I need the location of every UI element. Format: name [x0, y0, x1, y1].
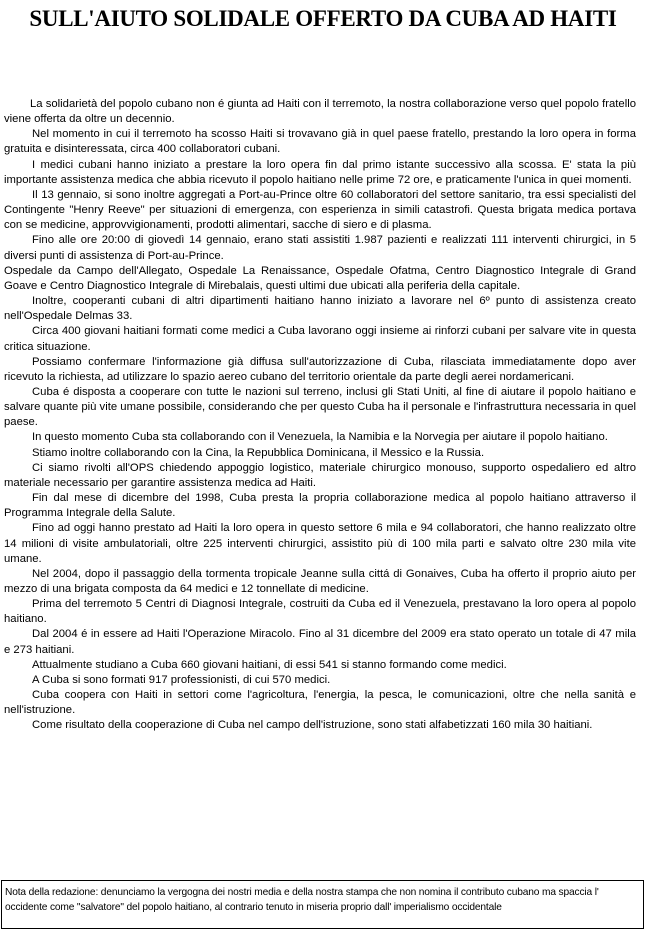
paragraph: I medici cubani hanno iniziato a prestare la loro opera fin dal primo istante successivo alla scossa. E' stata la più importante assistenza medica che abbia ricevuto il popolo haitiano nelle prime 72 ore, e praticamente l'unica in quei momenti.: [4, 158, 636, 186]
paragraph: Stiamo inoltre collaborando con la Cina, la Repubblica Dominicana, il Messico e la Russia.: [32, 446, 485, 459]
paragraph: Prima del terremoto 5 Centri di Diagnosi Integrale, costruiti da Cuba ed il Venezuela, prestavano la loro opera al popolo haitiano.: [4, 598, 636, 626]
paragraph: Nel momento in cui il terremoto ha scosso Haiti si trovavano già in quel paese fratello, prestando la loro opera in forma gratuita e disinteressata, circa 400 collaboratori cubani.: [4, 128, 636, 156]
paragraph: Possiamo confermare l'informazione già diffusa sull'autorizzazione di Cuba, rilasciata immediatamente dopo aver ricevuto la richiesta, ad utilizzare lo spazio aereo cubano del territorio orientale da parte degli aerei nordamericani.: [4, 355, 636, 383]
article-title: SULL'AIUTO SOLIDALE OFFERTO DA CUBA AD HAITI: [29, 6, 617, 31]
paragraph: Fin dal mese di dicembre del 1998, Cuba presta la propria collaborazione medica al popolo haitiano attraverso il Programma Integrale della Salute.: [4, 492, 636, 520]
editorial-note-box: [1, 880, 644, 929]
paragraph: A Cuba si sono formati 917 professionisti, di cui 570 medici.: [32, 673, 331, 686]
paragraph: Come risultato della cooperazione di Cuba nel campo dell'istruzione, sono stati alfabetizzati 160 mila 30 haitiani.: [32, 719, 593, 732]
paragraph: Fino ad oggi hanno prestato ad Haiti la loro opera in questo settore 6 mila e 94 collaboratori, che hanno realizzato oltre 14 milioni di visite ambulatoriali, oltre 225 interventi chirurgici, assistito più di 100 mila parti e salvato oltre 230 mila vite umane.: [4, 522, 636, 565]
paragraph: Nel 2004, dopo il passaggio della tormenta tropicale Jeanne sulla cittá di Gonaives, Cuba ha offerto il proprio aiuto per mezzo di una brigata composta da 64 medici e 12 tonnellate di medicine.: [4, 567, 636, 595]
paragraph: Il 13 gennaio, si sono inoltre aggregati a Port-au-Prince oltre 60 collaboratori del settore sanitario, tra essi specialisti del Contingente "Henry Reeve" per situazioni di emergenza, con esperienza in simili catastrofi. Questa brigata medica portava con se medicine, approvvigionamenti, prodotti alimentari, sacche di siero e di plasma.: [4, 188, 636, 232]
paragraph: Ospedale da Campo dell'Allegato, Ospedale La Renaissance, Ospedale Ofatma, Centro Diagnostico Integrale di Grand Goave e Centro Diagnostico Integrale di Mirebalais, questi ultimi due ubicati alla periferia della capitale.: [4, 264, 636, 292]
article-body: [4, 97, 636, 734]
paragraph: Cuba é disposta a cooperare con tutte le nazioni sul terreno, inclusi gli Stati Uniti, al fine di aiutare il popolo haitiano e salvare quante più vite umane possibile, considerando che per questo Cuba ha il personale e l'infrastruttura necessaria in quel paese.: [4, 385, 636, 429]
paragraph: Cuba coopera con Haiti in settori come l'agricoltura, l'energia, la pesca, le comunicazioni, oltre che nella sanità e nell'istruzione.: [4, 689, 636, 717]
paragraph: In questo momento Cuba sta collaborando con il Venezuela, la Namibia e la Norvegia per aiutare il popolo haitiano.: [32, 431, 608, 444]
paragraph: Fino alle ore 20:00 di giovedì 14 gennaio, erano stati assistiti 1.987 pazienti e realizzati 111 interventi chirurgici, in 5 diversi punti di assistenza di Port-au-Prince.: [4, 234, 636, 262]
paragraph: Inoltre, cooperanti cubani di altri dipartimenti haitiano hanno iniziato a lavorare nel 6º punto di assistenza creato nell'Ospedale Delmas 33.: [4, 295, 636, 323]
paragraph: Dal 2004 é in essere ad Haiti l'Operazione Miracolo. Fino al 31 dicembre del 2009 era stato operato un totale di 47 mila e 273 haitiani.: [4, 628, 636, 656]
paragraph: Attualmente studiano a Cuba 660 giovani haitiani, di essi 541 si stanno formando come medici.: [32, 658, 507, 671]
paragraph: La solidarietà del popolo cubano non é giunta ad Haiti con il terremoto, la nostra collaborazione verso quel popolo fratello viene offerta da oltre un decennio.: [4, 98, 636, 126]
editorial-note-text: Nota della redazione: denunciamo la vergogna dei nostri media e della nostra stampa che non nomina il contributo cubano ma spaccia l' occidente come "salvatore" del popolo haitiano, al contrario tenuto in miseria proprio dall' imperialismo occidentale: [5, 887, 599, 913]
paragraph: Circa 400 giovani haitiani formati come medici a Cuba lavorano oggi insieme ai rinforzi cubani per salvare vite in questa critica situazione.: [4, 325, 636, 353]
paragraph: Ci siamo rivolti all'OPS chiedendo appoggio logistico, materiale chirurgico monouso, supporto ospedaliero ed altro materiale necessario per garantire assistenza medica ad Haiti.: [4, 461, 636, 489]
